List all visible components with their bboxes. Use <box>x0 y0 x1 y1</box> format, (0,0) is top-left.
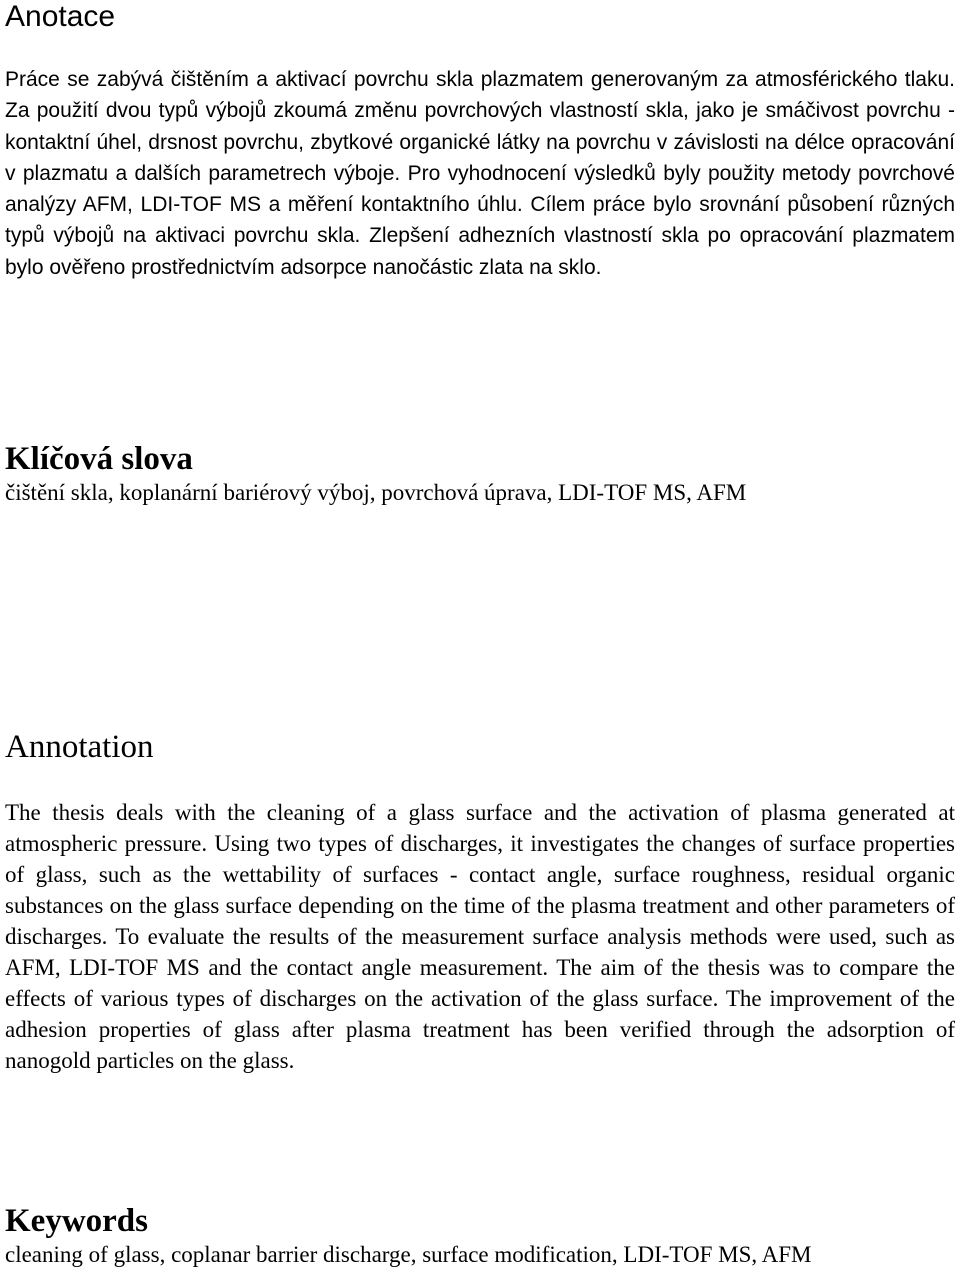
keywords-en-text: cleaning of glass, coplanar barrier discharge, surface modification, LDI-TOF MS, AFM <box>5 1242 812 1267</box>
keywords-cz-heading: Klíčová slova <box>5 441 193 477</box>
annotation-cz-paragraph: Práce se zabývá čištěním a aktivací povrchu skla plazmatem generovaným za atmosférického tlaku. Za použití dvou typů výbojů zkoumá změnu povrchových vlastností skla, jako je smáčivost povrchu - kontaktní úhel, drsnost povrchu, zbytkové organické látky na povrchu v závislosti na délce opracování v plazmatu a dalších parametrech výboje. Pro vyhodnocení výsledků byly použity metody povrchové analýzy AFM, LDI-TOF MS a měření kontaktního úhlu. Cílem práce bylo srovnání působení různých typů výbojů na aktivaci povrchu skla. Zlepšení adhezních vlastností skla po opracování plazmatem bylo ověřeno prostřednictvím adsorpce nanočástic zlata na sklo. <box>5 68 955 279</box>
annotation-en-heading: Annotation <box>5 729 154 765</box>
keywords-en-heading: Keywords <box>5 1203 148 1239</box>
annotation-en-paragraph: The thesis deals with the cleaning of a glass surface and the activation of plasma generated at atmospheric pressure. Using two types of discharges, it investigates the changes of surface properties of glass, such as the wettability of surfaces - contact angle, surface roughness, residual organic substances on the glass surface depending on the time of the plasma treatment and other parameters of discharges. To evaluate the results of the measurement surface analysis methods were used, such as AFM, LDI-TOF MS and the contact angle measurement. The aim of the thesis was to compare the effects of various types of discharges on the activation of the glass surface. The improvement of the adhesion properties of glass after plasma treatment has been verified through the adsorption of nanogold particles on the glass. <box>5 800 955 1073</box>
keywords-cz-text: čištění skla, koplanární bariérový výboj, povrchová úprava, LDI-TOF MS, AFM <box>5 480 747 505</box>
annotation-cz-heading: Anotace <box>5 0 116 33</box>
